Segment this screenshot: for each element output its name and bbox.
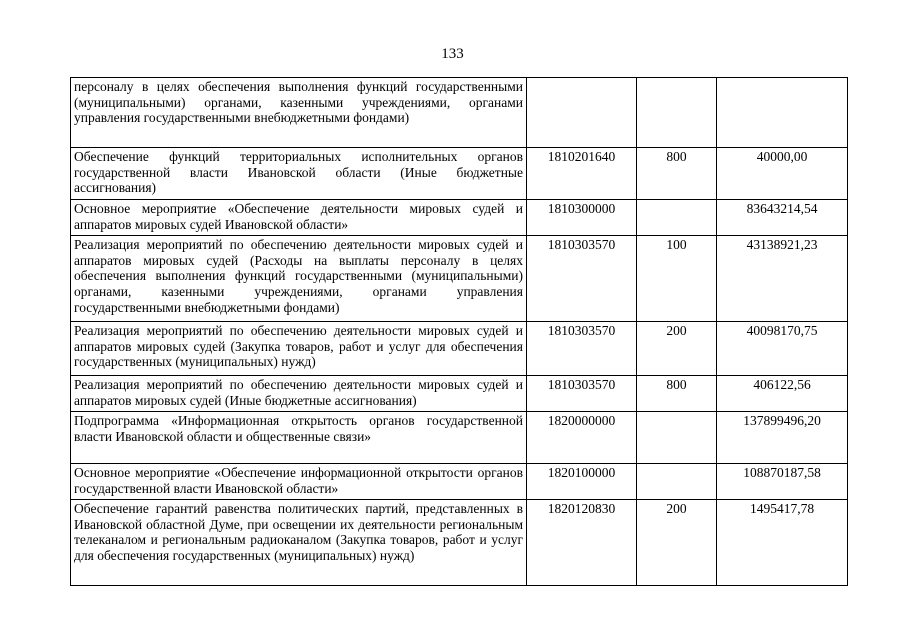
row-sum-cell: 1495417,78 (717, 500, 848, 586)
table-row (71, 78, 848, 148)
row-type-cell (637, 200, 717, 236)
row-sum-cell: 40000,00 (717, 148, 848, 200)
table-row (71, 464, 848, 500)
row-name-cell: персоналу в целях обеспечения выполнения функций государственными (муниципальными) органами, казенными учреждениями, органами управления государственными внебюджетными фондами) (71, 78, 527, 148)
row-code-cell (527, 78, 637, 148)
table-row (71, 500, 848, 586)
table-row (71, 412, 848, 464)
row-sum-cell: 40098170,75 (717, 322, 848, 376)
row-name-cell: Реализация мероприятий по обеспечению деятельности мировых судей и аппаратов мировых судей (Закупка товаров, работ и услуг для обеспечения государственных (муниципальных) нужд) (71, 322, 527, 376)
row-code-cell: 1810303570 (527, 322, 637, 376)
row-type-cell (637, 464, 717, 500)
row-name-cell: Реализация мероприятий по обеспечению деятельности мировых судей и аппаратов мировых судей (Расходы на выплаты персоналу в целях обеспечения выполнения функций государственными (муниципальными) органами, казенными учреждениями, органами управления государственными внебюджетными фондами) (71, 236, 527, 322)
row-type-cell (637, 78, 717, 148)
row-sum-cell (717, 78, 848, 148)
table-row (71, 376, 848, 412)
row-code-cell: 1810303570 (527, 376, 637, 412)
row-code-cell: 1820100000 (527, 464, 637, 500)
row-code-cell: 1820000000 (527, 412, 637, 464)
row-type-cell: 800 (637, 148, 717, 200)
row-name-cell: Обеспечение гарантий равенства политических партий, представленных в Ивановской областной Думе, при освещении их деятельности региональным телеканалом и региональным радиоканалом (Закупка товаров, работ и услуг для обеспечения государственных (муниципальных) нужд) (71, 500, 527, 586)
table-row (71, 148, 848, 200)
budget-table (70, 77, 848, 586)
row-sum-cell: 406122,56 (717, 376, 848, 412)
row-sum-cell: 137899496,20 (717, 412, 848, 464)
row-code-cell: 1810303570 (527, 236, 637, 322)
row-type-cell (637, 412, 717, 464)
row-type-cell: 800 (637, 376, 717, 412)
table-row (71, 236, 848, 322)
row-code-cell: 1820120830 (527, 500, 637, 586)
row-code-cell: 1810201640 (527, 148, 637, 200)
row-name-cell: Подпрограмма «Информационная открытость органов государственной власти Ивановской области и общественные связи» (71, 412, 527, 464)
row-sum-cell: 108870187,58 (717, 464, 848, 500)
row-name-cell: Реализация мероприятий по обеспечению деятельности мировых судей и аппаратов мировых судей (Иные бюджетные ассигнования) (71, 376, 527, 412)
row-name-cell: Основное мероприятие «Обеспечение информационной открытости органов государственной власти Ивановской области» (71, 464, 527, 500)
row-sum-cell: 43138921,23 (717, 236, 848, 322)
page-number: 133 (441, 46, 464, 62)
row-type-cell: 200 (637, 500, 717, 586)
row-sum-cell: 83643214,54 (717, 200, 848, 236)
table-row (71, 200, 848, 236)
table-row (71, 322, 848, 376)
row-code-cell: 1810300000 (527, 200, 637, 236)
row-name-cell: Основное мероприятие «Обеспечение деятельности мировых судей и аппаратов мировых судей Ивановской области» (71, 200, 527, 236)
row-type-cell: 200 (637, 322, 717, 376)
row-type-cell: 100 (637, 236, 717, 322)
row-name-cell: Обеспечение функций территориальных исполнительных органов государственной власти Ивановской области (Иные бюджетные ассигнования) (71, 148, 527, 200)
